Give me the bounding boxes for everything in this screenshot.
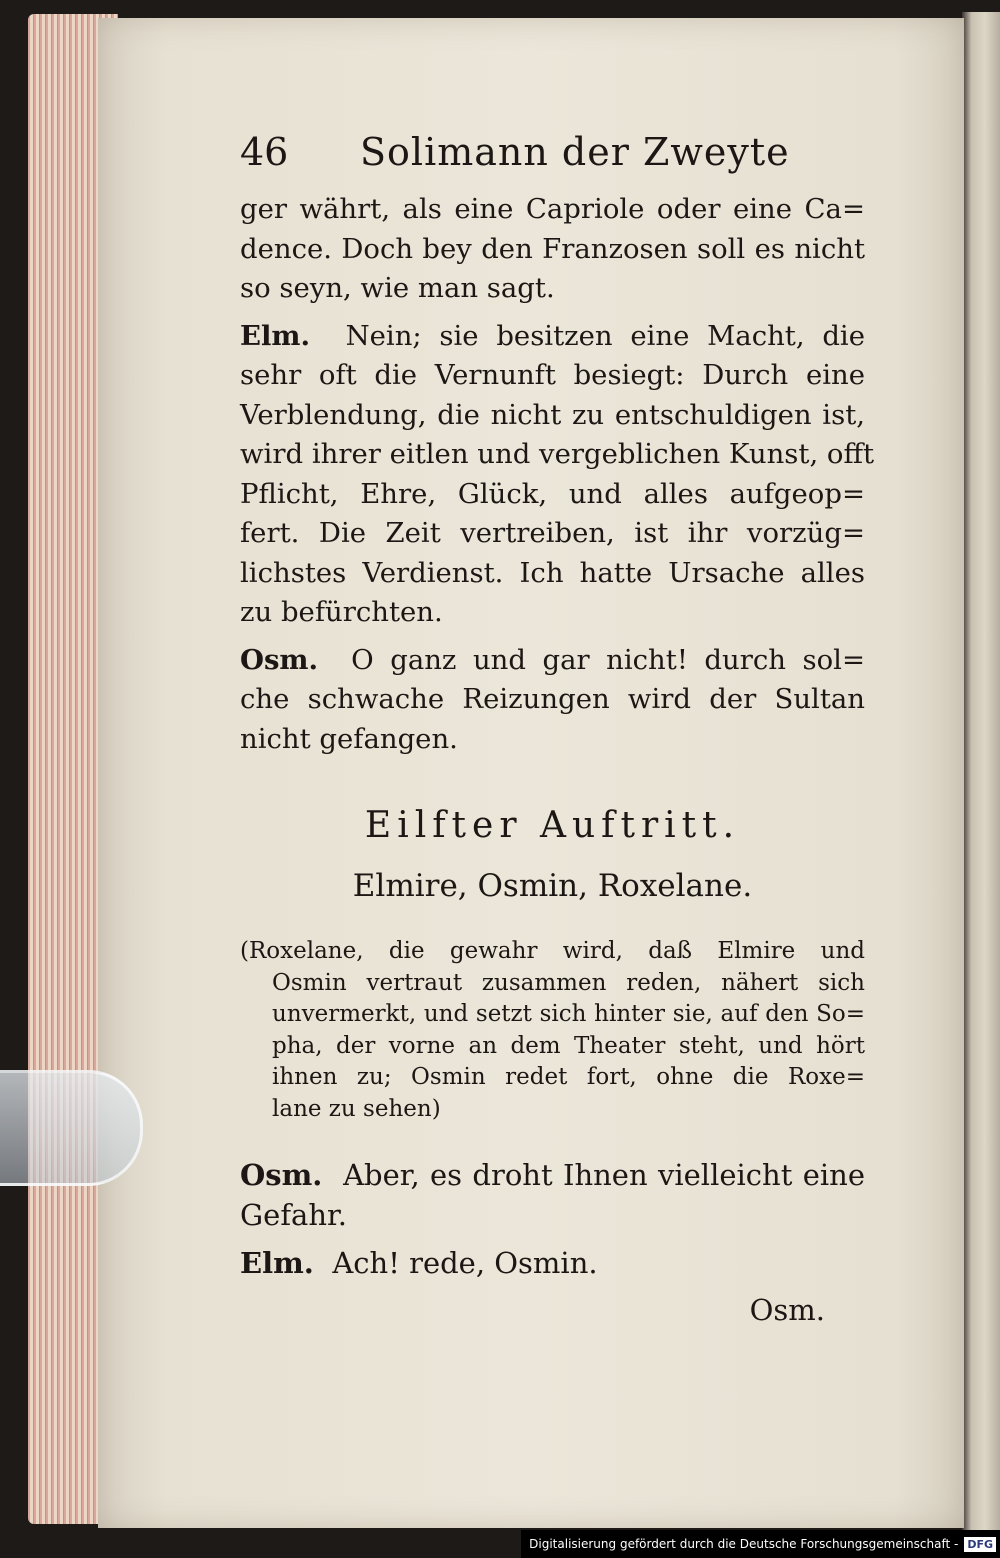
speaker-label: Elm. xyxy=(240,319,311,352)
catchword: Osm. xyxy=(749,1293,825,1327)
paragraph-3 xyxy=(240,641,865,760)
stage-direction xyxy=(240,936,865,1125)
text-line xyxy=(240,317,865,357)
text-fragment: Aber, es droht Ihnen vielleicht eine xyxy=(343,1158,865,1192)
page-number: 46 xyxy=(240,130,289,174)
text-line: Osmin vertraut zusammen reden, nähert sich xyxy=(272,969,865,996)
text-line: zu befürchten. xyxy=(240,596,443,628)
page-clip xyxy=(0,1070,143,1186)
speaker-label: Osm. xyxy=(240,1158,323,1192)
text-line: unvermerkt, und setzt sich hinter sie, auf den So= xyxy=(272,1001,865,1027)
page-text xyxy=(240,130,875,1327)
text-line: Verblendung, die nicht zu entschuldigen ist, xyxy=(240,398,865,431)
text-line: (Roxelane, die gewahr wird, daß Elmire und xyxy=(240,938,865,964)
text-line: lane zu sehen) xyxy=(272,1095,441,1122)
text-line: che schwache Reizungen wird der Sultan xyxy=(240,683,865,715)
text-line: sehr oft die Vernunft besiegt: Durch eine xyxy=(240,359,865,391)
text-fragment: Ach! rede, Osmin. xyxy=(332,1246,598,1280)
dialog-osm xyxy=(240,1155,865,1235)
text-line: ihnen zu; Osmin redet fort, ohne die Roxe= xyxy=(272,1064,865,1090)
dfg-logo: DFG xyxy=(964,1537,996,1552)
text-line: lichstes Verdienst. Ich hatte Ursache alles xyxy=(240,556,865,589)
text-line: fert. Die Zeit vertreiben, ist ihr vorzüg= xyxy=(240,517,865,549)
text-line xyxy=(240,641,865,681)
paragraph-1 xyxy=(240,190,865,309)
text-line: nicht gefangen. xyxy=(240,722,458,755)
text-line xyxy=(240,1155,865,1195)
text-line: dence. Doch bey den Franzosen soll es nicht xyxy=(240,232,865,265)
speaker-label: Elm. xyxy=(240,1246,314,1280)
digitization-footer xyxy=(521,1530,1000,1558)
footer-credit: Digitalisierung gefördert durch die Deutsche Forschungsgemeinschaft - xyxy=(529,1537,959,1551)
text-line: ger währt, als eine Capriole oder eine Ca= xyxy=(240,193,865,225)
book-right-margin xyxy=(962,12,1000,1532)
text-fragment: O ganz und gar nicht! durch sol= xyxy=(351,643,865,676)
text-line: Pflicht, Ehre, Glück, und alles aufgeop= xyxy=(240,477,865,510)
scene-cast: Elmire, Osmin, Roxelane. xyxy=(352,868,753,904)
dialog-elm xyxy=(240,1243,865,1283)
text-fragment: Nein; sie besitzen eine Macht, die xyxy=(345,319,866,352)
speaker-label: Osm. xyxy=(240,643,319,676)
running-title: Solimann der Zweyte xyxy=(360,130,790,174)
page-header xyxy=(240,130,865,190)
paragraph-2 xyxy=(240,317,875,633)
text-line xyxy=(240,1243,865,1283)
text-line: pha, der vorne an dem Theater steht, und hört xyxy=(272,1032,865,1059)
text-line: Gefahr. xyxy=(240,1198,347,1232)
text-line: wird ihrer eitlen und vergeblichen Kunst, offt xyxy=(240,438,875,470)
scene-title: Eilfter Auftritt. xyxy=(364,805,741,846)
text-line: so seyn, wie man sagt. xyxy=(240,272,555,304)
